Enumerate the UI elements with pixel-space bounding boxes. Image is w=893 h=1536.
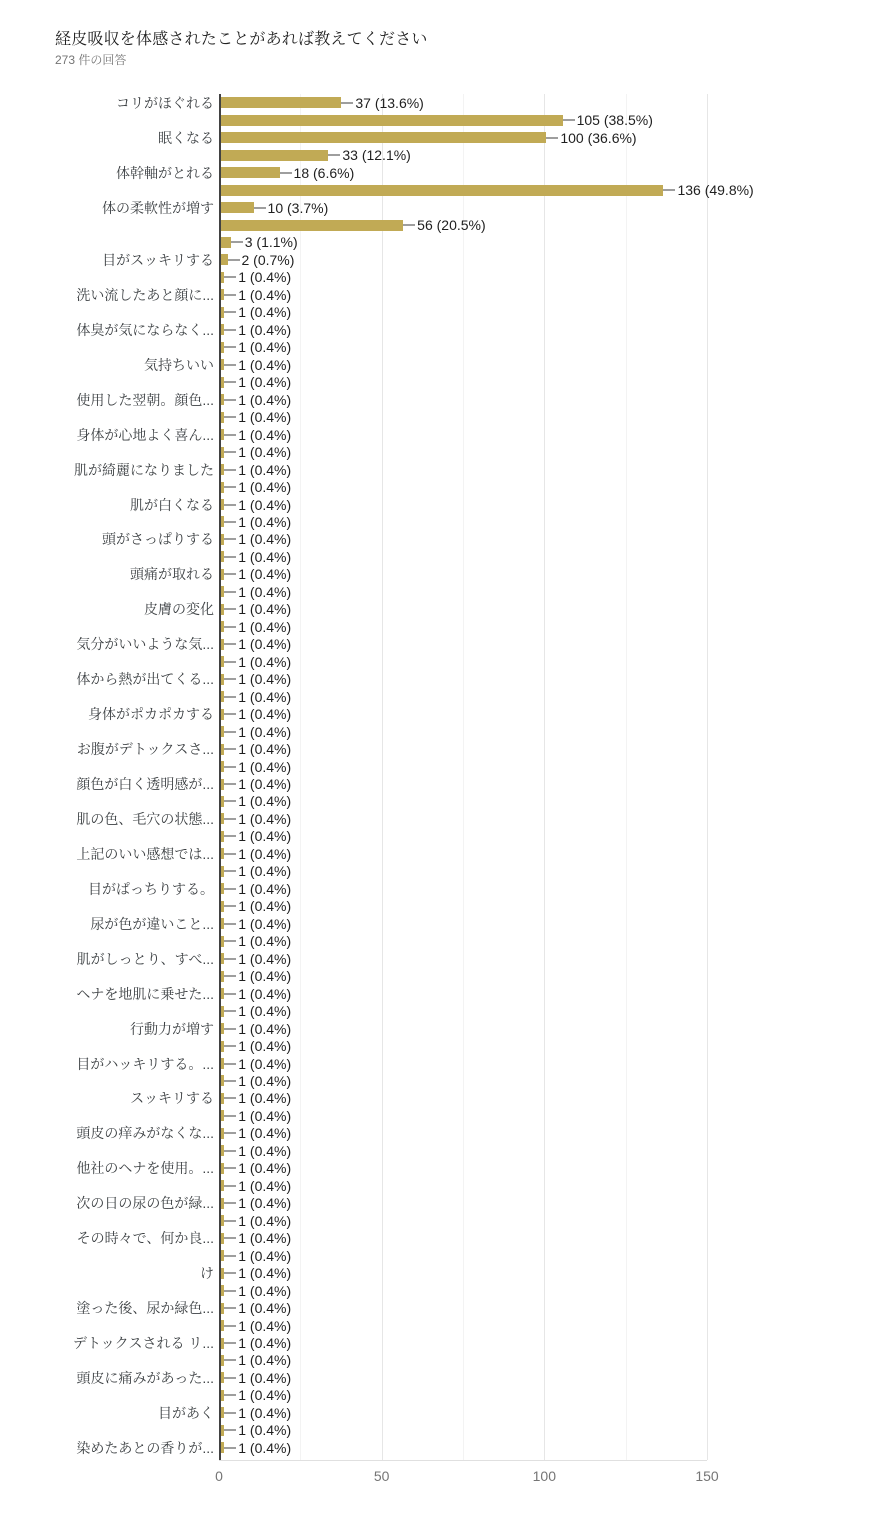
bar-value-label: 1 (0.4%): [238, 496, 292, 513]
value-connector-line: [663, 189, 675, 191]
category-label: 染めたあとの香りが...: [76, 1439, 214, 1456]
value-connector-line: [224, 294, 236, 296]
bar-value-label: 1 (0.4%): [238, 1072, 292, 1089]
bar-value-label: 56 (20.5%): [417, 217, 486, 234]
bar-value-label: 1 (0.4%): [238, 444, 292, 461]
value-connector-line: [224, 1429, 236, 1431]
category-label: 他社のヘナを使用。...: [76, 1160, 214, 1177]
bar-value-label: 1 (0.4%): [238, 1003, 292, 1020]
value-connector-line: [224, 573, 236, 575]
bar-row: [158, 129, 707, 146]
bar-row: [221, 1317, 707, 1334]
value-connector-line: [224, 591, 236, 593]
bar-value-label: 1 (0.4%): [238, 566, 292, 583]
value-connector-line: [224, 905, 236, 907]
value-connector-line: [224, 276, 236, 278]
bar-row: [102, 531, 707, 548]
bar-row: [76, 810, 707, 827]
value-connector-line: [224, 783, 236, 785]
bar-row: [76, 985, 707, 1002]
bar-row: [88, 880, 707, 897]
bar-row: [76, 950, 707, 967]
bar-row: [221, 304, 707, 321]
bar-value-label: 1 (0.4%): [238, 1230, 292, 1247]
bar-value-label: 1 (0.4%): [238, 810, 292, 827]
bar-value-label: 1 (0.4%): [238, 583, 292, 600]
value-connector-line: [341, 102, 353, 104]
category-label: お腹がデトックスさ...: [76, 741, 214, 758]
category-label: 上記のいい感想では...: [76, 845, 214, 862]
value-connector-line: [224, 346, 236, 348]
value-connector-line: [224, 1325, 236, 1327]
bar: [221, 220, 403, 231]
value-connector-line: [224, 1045, 236, 1047]
value-connector-line: [224, 1359, 236, 1361]
bar-row: [102, 199, 707, 216]
bar-row: [221, 828, 707, 845]
value-connector-line: [224, 993, 236, 995]
category-label: 体から熱が出てくる...: [76, 671, 214, 688]
value-connector-line: [224, 451, 236, 453]
bar-row: [221, 146, 707, 163]
bar-value-label: 1 (0.4%): [238, 479, 292, 496]
bar-value-label: 1 (0.4%): [238, 968, 292, 985]
value-connector-line: [224, 399, 236, 401]
bar-value-label: 1 (0.4%): [238, 863, 292, 880]
value-connector-line: [224, 1255, 236, 1257]
value-connector-line: [546, 137, 558, 139]
value-connector-line: [224, 1307, 236, 1309]
bar-value-label: 2 (0.7%): [241, 251, 295, 268]
category-label: 頭皮に痛みがあった...: [76, 1369, 214, 1386]
bar-value-label: 1 (0.4%): [238, 1177, 292, 1194]
plot-area: [73, 94, 754, 1461]
bar: [221, 237, 231, 248]
bar-value-label: 1 (0.4%): [238, 304, 292, 321]
bar-row: [76, 426, 707, 443]
value-connector-line: [328, 154, 340, 156]
value-connector-line: [224, 556, 236, 558]
bar-row: [221, 548, 707, 565]
bar-value-label: 1 (0.4%): [238, 426, 292, 443]
category-label: 肌が綺麗になりました: [74, 461, 214, 478]
bar-row: [221, 1107, 707, 1124]
category-label: 身体がポカポカする: [88, 706, 214, 723]
category-label: 体臭が気にならなく...: [76, 321, 214, 338]
bar-value-label: 18 (6.6%): [293, 164, 355, 181]
value-connector-line: [224, 538, 236, 540]
category-label: 皮膚の変化: [144, 601, 214, 618]
bar-row: [74, 461, 707, 478]
value-connector-line: [224, 608, 236, 610]
value-connector-line: [224, 835, 236, 837]
bar-row: [221, 1422, 707, 1439]
bar-value-label: 1 (0.4%): [238, 933, 292, 950]
bar-row: [76, 391, 707, 408]
value-connector-line: [224, 940, 236, 942]
bar-row: [76, 1439, 707, 1456]
bar-value-label: 1 (0.4%): [238, 706, 292, 723]
bar-value-label: 105 (38.5%): [576, 112, 653, 129]
category-label: 洗い流したあと顔に...: [76, 286, 214, 303]
bar-value-label: 1 (0.4%): [238, 776, 292, 793]
bar-row: [76, 1299, 707, 1317]
bar: [221, 150, 328, 161]
bar-row: [221, 408, 707, 425]
value-connector-line: [224, 1167, 236, 1169]
bar-value-label: 1 (0.4%): [238, 461, 292, 478]
category-label: その時々で、何か良...: [76, 1230, 214, 1247]
value-connector-line: [224, 329, 236, 331]
bar-row: [158, 1404, 707, 1421]
value-connector-line: [224, 766, 236, 768]
bar-value-label: 1 (0.4%): [238, 531, 292, 548]
bar-value-label: 1 (0.4%): [238, 636, 292, 653]
bar-row: [200, 1264, 707, 1282]
bar-row: [221, 618, 707, 635]
value-connector-line: [224, 1412, 236, 1414]
value-connector-line: [231, 241, 243, 243]
value-connector-line: [224, 975, 236, 977]
category-label: 顔色が白く透明感が...: [76, 776, 214, 793]
bar-row: [221, 1142, 707, 1159]
bar-value-label: 1 (0.4%): [238, 723, 292, 740]
value-connector-line: [224, 1150, 236, 1152]
bar-value-label: 1 (0.4%): [238, 601, 292, 618]
value-connector-line: [224, 731, 236, 733]
category-label: 目がスッキリする: [102, 251, 214, 268]
bar-value-label: 136 (49.8%): [677, 182, 754, 199]
bar-row: [88, 705, 707, 723]
bar-rows: [73, 94, 754, 1456]
bar-value-label: 1 (0.4%): [238, 653, 292, 670]
bar-value-label: 1 (0.4%): [238, 548, 292, 565]
bar-row: [221, 339, 707, 356]
category-label: 使用した翌朝。顔色...: [76, 391, 214, 408]
bar-row: [76, 1125, 707, 1142]
response-count: 273 件の回答: [55, 53, 127, 67]
bar-value-label: 1 (0.4%): [238, 741, 292, 758]
value-connector-line: [224, 870, 236, 872]
bar-row: [76, 740, 707, 758]
bar-value-label: 1 (0.4%): [238, 339, 292, 356]
category-label: 眠くなる: [158, 129, 214, 146]
bar-row: [221, 111, 707, 128]
bar-value-label: 1 (0.4%): [238, 618, 292, 635]
category-label: 目があく: [158, 1404, 214, 1421]
value-connector-line: [224, 416, 236, 418]
value-connector-line: [224, 696, 236, 698]
value-connector-line: [224, 486, 236, 488]
bar-value-label: 1 (0.4%): [238, 1160, 292, 1177]
bar-value-label: 1 (0.4%): [238, 671, 292, 688]
bar-value-label: 1 (0.4%): [238, 1317, 292, 1334]
category-label: 頭がさっぱりする: [102, 531, 214, 548]
bar-value-label: 1 (0.4%): [238, 1195, 292, 1212]
bar: [221, 185, 663, 196]
value-connector-line: [224, 1080, 236, 1082]
bar-row: [144, 356, 707, 373]
bar-value-label: 1 (0.4%): [238, 1300, 292, 1317]
chart-title: 経皮吸収を体感されたことがあれば教えてください: [55, 31, 428, 48]
category-label: 体幹軸がとれる: [116, 164, 214, 181]
category-label: 気持ちいい: [144, 356, 214, 373]
value-connector-line: [563, 119, 575, 121]
value-connector-line: [224, 1447, 236, 1449]
bar-value-label: 1 (0.4%): [238, 898, 292, 915]
bar: [221, 167, 280, 178]
value-connector-line: [224, 748, 236, 750]
category-label: 頭皮の痒みがなくな...: [76, 1125, 214, 1142]
bar-row: [221, 688, 707, 705]
bar-row: [76, 636, 707, 653]
bar-value-label: 1 (0.4%): [238, 950, 292, 967]
bar-value-label: 1 (0.4%): [238, 1247, 292, 1264]
bar-row: [76, 1195, 707, 1212]
bar-row: [116, 94, 707, 111]
category-label: コリがほぐれる: [116, 94, 214, 111]
bar-value-label: 1 (0.4%): [238, 880, 292, 897]
value-connector-line: [224, 504, 236, 506]
bar-row: [130, 1020, 707, 1037]
value-connector-line: [224, 1377, 236, 1379]
bar-row: [130, 566, 707, 583]
category-label: 身体が心地よく喜ん...: [76, 426, 214, 443]
bar-row: [221, 1352, 707, 1369]
category-label: 体の柔軟性が増す: [102, 199, 214, 216]
category-label: 肌の色、毛穴の状態...: [76, 810, 214, 827]
bar-row: [221, 653, 707, 670]
value-connector-line: [403, 224, 415, 226]
value-connector-line: [224, 678, 236, 680]
value-connector-line: [224, 521, 236, 523]
bar-value-label: 1 (0.4%): [238, 1387, 292, 1404]
bar-value-label: 1 (0.4%): [238, 1107, 292, 1124]
bar-row: [221, 269, 707, 286]
bar-row: [221, 513, 707, 530]
value-connector-line: [224, 1202, 236, 1204]
value-connector-line: [224, 643, 236, 645]
bar-row: [221, 1387, 707, 1404]
bar-value-label: 1 (0.4%): [238, 269, 292, 286]
bar-value-label: 1 (0.4%): [238, 845, 292, 862]
category-label: 頭痛が取れる: [130, 566, 214, 583]
bar-value-label: 1 (0.4%): [238, 513, 292, 530]
bar-value-label: 1 (0.4%): [238, 758, 292, 775]
bar-value-label: 1 (0.4%): [238, 1422, 292, 1439]
bar-row: [144, 601, 707, 618]
value-connector-line: [228, 259, 240, 261]
bar-value-label: 1 (0.4%): [238, 1020, 292, 1037]
bar-value-label: 1 (0.4%): [238, 1055, 292, 1072]
category-label: 次の日の尿の色が緑...: [76, 1195, 214, 1212]
value-connector-line: [224, 364, 236, 366]
value-connector-line: [224, 1220, 236, 1222]
category-label: け: [200, 1265, 214, 1282]
bar-value-label: 1 (0.4%): [238, 1282, 292, 1299]
bar-row: [221, 234, 707, 251]
bar-row: [130, 496, 707, 513]
bar: [221, 202, 254, 213]
bar: [221, 132, 546, 143]
bar-value-label: 3 (1.1%): [244, 234, 298, 251]
value-connector-line: [224, 1132, 236, 1134]
bar-value-label: 1 (0.4%): [238, 1369, 292, 1386]
value-connector-line: [224, 1185, 236, 1187]
bar-row: [221, 216, 707, 233]
bar-row: [76, 670, 707, 688]
bar-row: [73, 1334, 707, 1352]
bar-value-label: 1 (0.4%): [238, 915, 292, 932]
value-connector-line: [280, 172, 292, 174]
bar-value-label: 1 (0.4%): [238, 1439, 292, 1456]
value-connector-line: [224, 1115, 236, 1117]
value-connector-line: [224, 1342, 236, 1344]
category-label: 目がぱっちりする。: [88, 880, 214, 897]
value-connector-line: [224, 888, 236, 890]
x-tick-label: 0: [215, 1468, 223, 1484]
value-connector-line: [224, 434, 236, 436]
value-connector-line: [224, 923, 236, 925]
bar-value-label: 1 (0.4%): [238, 1142, 292, 1159]
bar-value-label: 1 (0.4%): [238, 828, 292, 845]
bar-row: [221, 583, 707, 600]
bar-row: [221, 967, 707, 984]
value-connector-line: [224, 818, 236, 820]
bar-value-label: 33 (12.1%): [342, 147, 411, 164]
bar-row: [221, 443, 707, 460]
bar-row: [76, 1369, 707, 1386]
bar-row: [221, 933, 707, 950]
bar-value-label: 1 (0.4%): [238, 356, 292, 373]
value-connector-line: [224, 1097, 236, 1099]
bar-value-label: 1 (0.4%): [238, 1038, 292, 1055]
bar-row: [76, 775, 707, 793]
bar-row: [90, 915, 707, 932]
bar-row: [221, 723, 707, 740]
value-connector-line: [224, 1394, 236, 1396]
gridline-major: [707, 94, 708, 1460]
category-label: 肌がしっとり、すべ...: [76, 950, 214, 967]
bar-row: [76, 321, 707, 338]
bar-value-label: 1 (0.4%): [238, 1335, 292, 1352]
value-connector-line: [224, 469, 236, 471]
bar-value-label: 1 (0.4%): [238, 1125, 292, 1142]
value-connector-line: [224, 1010, 236, 1012]
bar-row: [221, 1247, 707, 1264]
bar-value-label: 1 (0.4%): [238, 1090, 292, 1107]
value-connector-line: [224, 1028, 236, 1030]
bar-row: [221, 1177, 707, 1194]
value-connector-line: [224, 1237, 236, 1239]
bar-row: [76, 286, 707, 303]
bar-row: [76, 1229, 707, 1247]
bar-value-label: 1 (0.4%): [238, 409, 292, 426]
bar-value-label: 1 (0.4%): [238, 286, 292, 303]
category-label: 行動力が増す: [130, 1020, 214, 1037]
bar-value-label: 1 (0.4%): [238, 688, 292, 705]
value-connector-line: [224, 626, 236, 628]
bar: [221, 115, 563, 126]
category-label: デトックスされる リ...: [73, 1335, 214, 1352]
value-connector-line: [224, 1063, 236, 1065]
value-connector-line: [224, 853, 236, 855]
bar-row: [221, 793, 707, 810]
x-tick-label: 150: [695, 1468, 719, 1484]
value-connector-line: [224, 381, 236, 383]
bar-row: [221, 1072, 707, 1089]
bar-value-label: 1 (0.4%): [238, 1212, 292, 1229]
bar-value-label: 1 (0.4%): [238, 1265, 292, 1282]
value-connector-line: [224, 713, 236, 715]
bar-row: [221, 478, 707, 495]
x-tick-label: 100: [532, 1468, 557, 1484]
value-connector-line: [254, 207, 266, 209]
bar-value-label: 1 (0.4%): [238, 1404, 292, 1421]
x-tick-label: 50: [373, 1468, 390, 1484]
bar-row: [221, 374, 707, 391]
value-connector-line: [224, 800, 236, 802]
bar-value-label: 1 (0.4%): [238, 1352, 292, 1369]
bar-value-label: 1 (0.4%): [238, 321, 292, 338]
bar-row: [221, 863, 707, 880]
bar-value-label: 10 (3.7%): [267, 199, 329, 216]
bar-value-label: 37 (13.6%): [355, 94, 424, 111]
value-connector-line: [224, 661, 236, 663]
bar-row: [116, 164, 707, 181]
bar-row: [221, 1212, 707, 1229]
bar-value-label: 1 (0.4%): [238, 793, 292, 810]
bar-row: [221, 1002, 707, 1019]
bar-value-label: 1 (0.4%): [238, 391, 292, 408]
category-label: ヘナを地肌に乗せた...: [76, 985, 214, 1002]
bar-value-label: 1 (0.4%): [238, 374, 292, 391]
category-label: 肌が白くなる: [130, 496, 214, 513]
bar-value-label: 1 (0.4%): [238, 985, 292, 1002]
category-label: 気分がいいような気...: [76, 636, 214, 653]
category-label: 目がハッキリする。...: [76, 1055, 214, 1072]
category-label: 尿が色が違いこと...: [90, 915, 214, 932]
bar-row: [221, 1037, 707, 1054]
bar-row: [221, 181, 754, 199]
bar-row: [221, 898, 707, 915]
bar-row: [221, 758, 707, 775]
value-connector-line: [224, 311, 236, 313]
value-connector-line: [224, 1272, 236, 1274]
bar-row: [76, 1055, 707, 1072]
bar-row: [102, 251, 707, 268]
bar-row: [76, 845, 707, 862]
value-connector-line: [224, 1290, 236, 1292]
bar: [221, 97, 341, 108]
value-connector-line: [224, 958, 236, 960]
bar-value-label: 100 (36.6%): [560, 129, 637, 146]
category-label: スッキリする: [130, 1090, 214, 1107]
bar-row: [76, 1160, 707, 1177]
category-label: 塗った後、尿か緑色...: [76, 1300, 214, 1317]
bar-row: [221, 1282, 707, 1299]
bar-row: [130, 1090, 707, 1107]
